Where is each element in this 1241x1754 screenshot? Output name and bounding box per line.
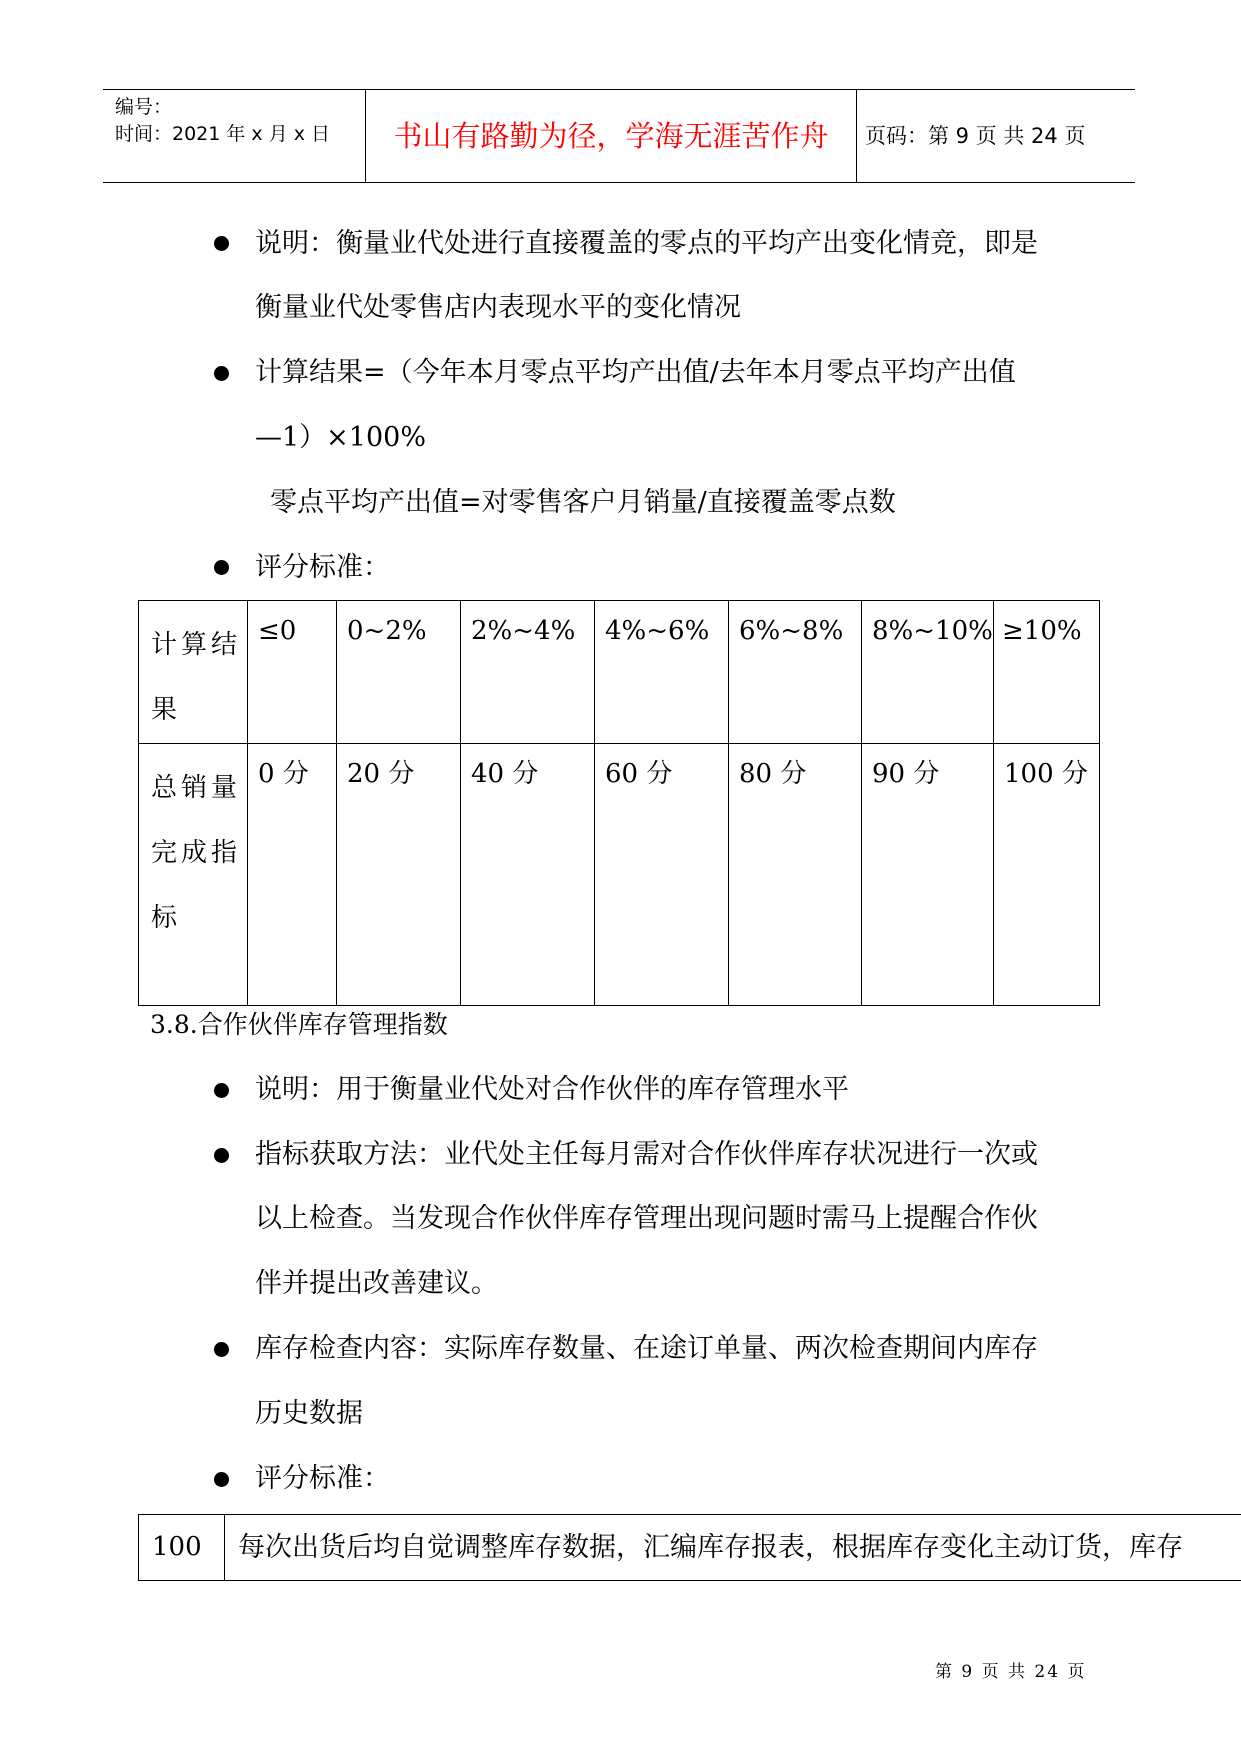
bullet-icon bbox=[214, 1342, 229, 1357]
row-label-cell bbox=[139, 744, 248, 1006]
header-motto: 书山有路勤为径，学海无涯苦作舟 bbox=[365, 90, 857, 182]
bullet-icon bbox=[214, 366, 229, 381]
range-cell: 4%~6% bbox=[605, 616, 710, 646]
content-line-1: 库存检查内容：实际库存数量、在途订单量、两次检查期间内库存 bbox=[255, 1333, 1038, 1364]
desc-line: 说明：用于衡量业代处对合作伙伴的库存管理水平 bbox=[255, 1074, 849, 1105]
table-row bbox=[139, 744, 1100, 1006]
bullet-icon bbox=[214, 236, 229, 251]
header-meta bbox=[115, 94, 330, 148]
table-cell bbox=[862, 744, 994, 1006]
table-cell bbox=[994, 744, 1100, 1006]
formula-line: 零点平均产出值=对零售客户月销量/直接覆盖零点数 bbox=[270, 487, 896, 518]
range-cell: 6%~8% bbox=[739, 616, 844, 646]
row-label-cell bbox=[139, 601, 248, 744]
method-line-3: 伴并提出改善建议。 bbox=[255, 1268, 498, 1299]
serial-label: 编号： bbox=[115, 96, 173, 118]
table-cell bbox=[248, 601, 337, 744]
row2-label: 总销量完成指标 bbox=[151, 773, 237, 933]
table-cell bbox=[461, 744, 595, 1006]
method-line-2: 以上检查。当发现合作伙伴库存管理出现问题时需马上提醒合作伙 bbox=[255, 1203, 1038, 1234]
time-label: 时间：2021 年 x 月 x 日 bbox=[115, 123, 331, 145]
bullet-icon bbox=[214, 560, 229, 575]
desc-line-1: 说明：衡量业代处进行直接覆盖的零点的平均产出变化情竞，即是 bbox=[255, 228, 1038, 259]
page-footer: 第 9 页 共 24 页 bbox=[935, 1662, 1087, 1682]
method-line-1: 指标获取方法：业代处主任每月需对合作伙伴库存状况进行一次或 bbox=[255, 1139, 1038, 1170]
score-cell: 90 分 bbox=[872, 759, 940, 789]
range-cell: 2%~4% bbox=[471, 616, 576, 646]
score-cell: 40 分 bbox=[471, 759, 539, 789]
desc-line-2: 衡量业代处零售店内表现水平的变化情况 bbox=[255, 292, 741, 323]
table-cell bbox=[461, 601, 595, 744]
criteria-label: 评分标准： bbox=[255, 1463, 390, 1494]
criteria-text-cell: 每次出货后均自觉调整库存数据，汇编库存报表，根据库存变化主动订货，库存 bbox=[238, 1532, 1183, 1563]
page-header bbox=[103, 89, 1135, 183]
header-page-info: 页码：第 9 页 共 24 页 bbox=[865, 124, 1086, 148]
bullet-icon bbox=[214, 1148, 229, 1163]
criteria-label: 评分标准： bbox=[255, 552, 390, 583]
score-cell: 0 分 bbox=[258, 759, 309, 789]
criteria-score-cell: 100 bbox=[139, 1515, 225, 1580]
range-cell: ≤0 bbox=[258, 616, 297, 646]
calc-line-2: —1）×100% bbox=[255, 422, 426, 453]
table-cell bbox=[337, 744, 461, 1006]
table-row bbox=[139, 601, 1100, 744]
range-cell: 8%~10% bbox=[872, 616, 993, 646]
table-cell bbox=[248, 744, 337, 1006]
score-cell: 80 分 bbox=[739, 759, 807, 789]
table-cell bbox=[862, 601, 994, 744]
table-cell bbox=[595, 601, 729, 744]
content-line-2: 历史数据 bbox=[255, 1398, 363, 1429]
calc-line-1: 计算结果=（今年本月零点平均产出值/去年本月零点平均产出值 bbox=[255, 357, 1016, 388]
table-cell bbox=[595, 744, 729, 1006]
score-cell: 100 分 bbox=[1004, 759, 1088, 789]
table-cell bbox=[729, 744, 862, 1006]
criteria-table bbox=[138, 1514, 1241, 1581]
table-cell bbox=[994, 601, 1100, 744]
range-cell: ≥10% bbox=[1002, 616, 1082, 646]
bullet-icon bbox=[214, 1472, 229, 1487]
table-cell bbox=[337, 601, 461, 744]
range-cell: 0~2% bbox=[347, 616, 427, 646]
score-table bbox=[138, 600, 1100, 1006]
score-cell: 20 分 bbox=[347, 759, 415, 789]
row1-label: 计算结果 bbox=[151, 630, 237, 725]
score-cell: 60 分 bbox=[605, 759, 673, 789]
bullet-icon bbox=[214, 1083, 229, 1098]
section-heading: 3.8.合作伙伴库存管理指数 bbox=[150, 1010, 448, 1039]
table-cell bbox=[729, 601, 862, 744]
